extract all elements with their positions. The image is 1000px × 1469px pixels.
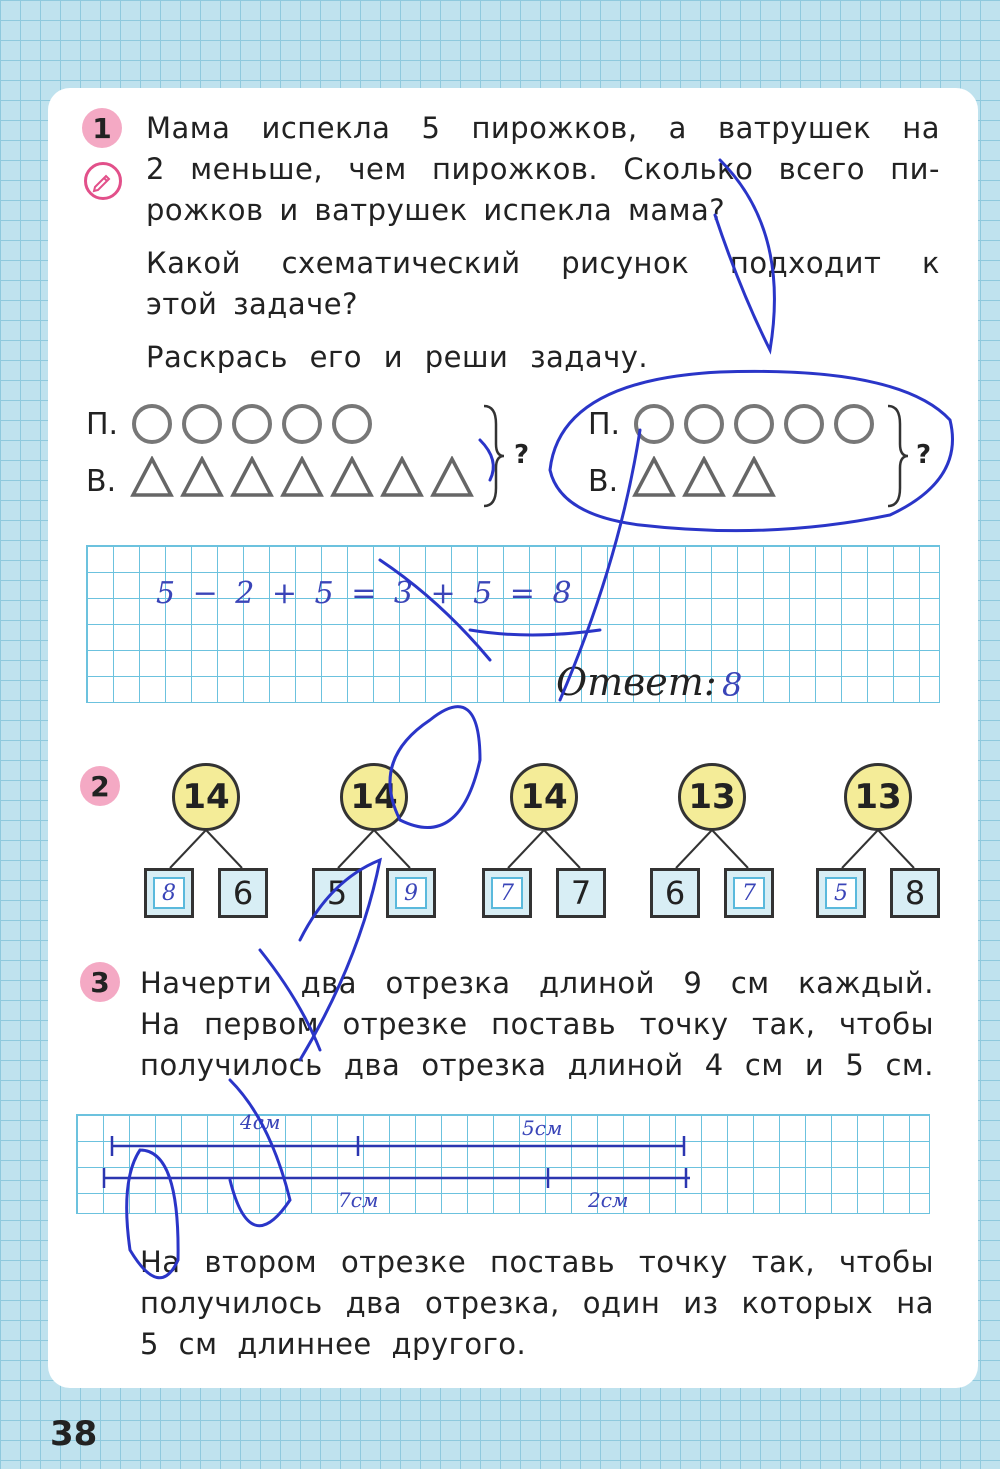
tree-left-box[interactable] (144, 868, 194, 918)
tree-top-number: 14 (172, 763, 240, 831)
task-1-number: 1 (82, 108, 122, 148)
task-3-line-6: 5 см длиннее другого. (140, 1327, 527, 1361)
pencil-icon (84, 162, 122, 200)
answer-value: 8 (722, 666, 743, 704)
triangle-shape (732, 456, 776, 506)
left-v-label: В. (86, 463, 117, 499)
task-3-line-5: получилось два отрезка, один из которых на (140, 1286, 934, 1320)
answer-label: Ответ: (556, 660, 717, 704)
tree-right-box[interactable] (386, 868, 436, 918)
tree-top-number: 13 (678, 763, 746, 831)
segment-1-part-a: 4см (240, 1110, 281, 1134)
triangle-shape (380, 456, 424, 506)
tree-top-number: 14 (510, 763, 578, 831)
answer-cell[interactable]: 7 (733, 877, 765, 909)
left-triangles (130, 456, 480, 506)
task-1-line-1: Мама испекла 5 пирожков, а ватрушек на (146, 111, 940, 145)
circle-shape (332, 404, 372, 444)
tree-top-number: 13 (844, 763, 912, 831)
answer-cell[interactable]: 7 (491, 877, 523, 909)
circle-shape (232, 404, 272, 444)
triangle-shape (280, 456, 324, 506)
triangle-shape (330, 456, 374, 506)
segments-grid (76, 1114, 930, 1214)
right-circles (634, 404, 884, 444)
right-p-label: П. (588, 406, 621, 442)
task-3-line-1: Начерти два отрезка длиной 9 см каждый. (140, 966, 934, 1000)
triangle-shape (632, 456, 676, 506)
tree-right-box: 8 (890, 868, 940, 918)
right-scheme-cheesecakes (588, 456, 782, 506)
task-3-line-2: На первом отрезке поставь точку так, чтобы (140, 1007, 934, 1041)
solution-equation: 5 − 2 + 5 = 3 + 5 = 8 (156, 576, 576, 611)
tree-right-box: 6 (218, 868, 268, 918)
left-scheme-pies (86, 404, 382, 444)
right-v-label: В. (588, 463, 619, 499)
tree-left-box[interactable] (482, 868, 532, 918)
segment-2-part-b: 2см (588, 1188, 629, 1212)
tree-left-box[interactable] (816, 868, 866, 918)
tree-left-box: 6 (650, 868, 700, 918)
tree-top-number: 14 (340, 763, 408, 831)
circle-shape (834, 404, 874, 444)
right-triangles (632, 456, 782, 506)
task-3-line-4: На втором отрезке поставь точку так, чтобы (140, 1245, 934, 1279)
left-circles (132, 404, 382, 444)
task-1-question-2: этой задаче? (146, 287, 358, 321)
triangle-shape (230, 456, 274, 506)
right-scheme-pies (588, 404, 884, 444)
solution-grid (86, 545, 940, 703)
triangle-shape (682, 456, 726, 506)
left-brace (482, 404, 506, 517)
answer-cell[interactable]: 9 (395, 877, 427, 909)
answer-cell[interactable]: 8 (153, 877, 185, 909)
circle-shape (182, 404, 222, 444)
circle-shape (634, 404, 674, 444)
left-p-label: П. (86, 406, 119, 442)
circle-shape (684, 404, 724, 444)
answer-cell[interactable]: 5 (825, 877, 857, 909)
right-question-mark: ? (916, 440, 932, 470)
triangle-shape (430, 456, 474, 506)
circle-shape (282, 404, 322, 444)
tree-left-box: 5 (312, 868, 362, 918)
task-2-number: 2 (80, 766, 120, 806)
task-1-question-1: Какой схематический рисунок подходит к (146, 246, 940, 280)
task-3-number: 3 (80, 962, 120, 1002)
right-brace (886, 404, 910, 512)
circle-shape (784, 404, 824, 444)
segment-2-part-a: 7см (338, 1188, 379, 1212)
task-1-line-3: рожков и ватрушек испекла мама? (146, 193, 726, 227)
tree-right-box: 7 (556, 868, 606, 918)
triangle-shape (130, 456, 174, 506)
segment-1-part-b: 5см (522, 1116, 563, 1140)
circle-shape (132, 404, 172, 444)
left-question-mark: ? (514, 440, 530, 470)
task-3-line-3: получилось два отрезка длиной 4 см и 5 см. (140, 1048, 934, 1082)
tree-right-box[interactable] (724, 868, 774, 918)
circle-shape (734, 404, 774, 444)
task-1-line-2: 2 меньше, чем пирожков. Сколько всего пи- (146, 152, 940, 186)
triangle-shape (180, 456, 224, 506)
left-scheme-cheesecakes (86, 456, 480, 506)
page-number: 38 (50, 1414, 98, 1454)
task-1-instruction: Раскрась его и реши задачу. (146, 340, 649, 374)
